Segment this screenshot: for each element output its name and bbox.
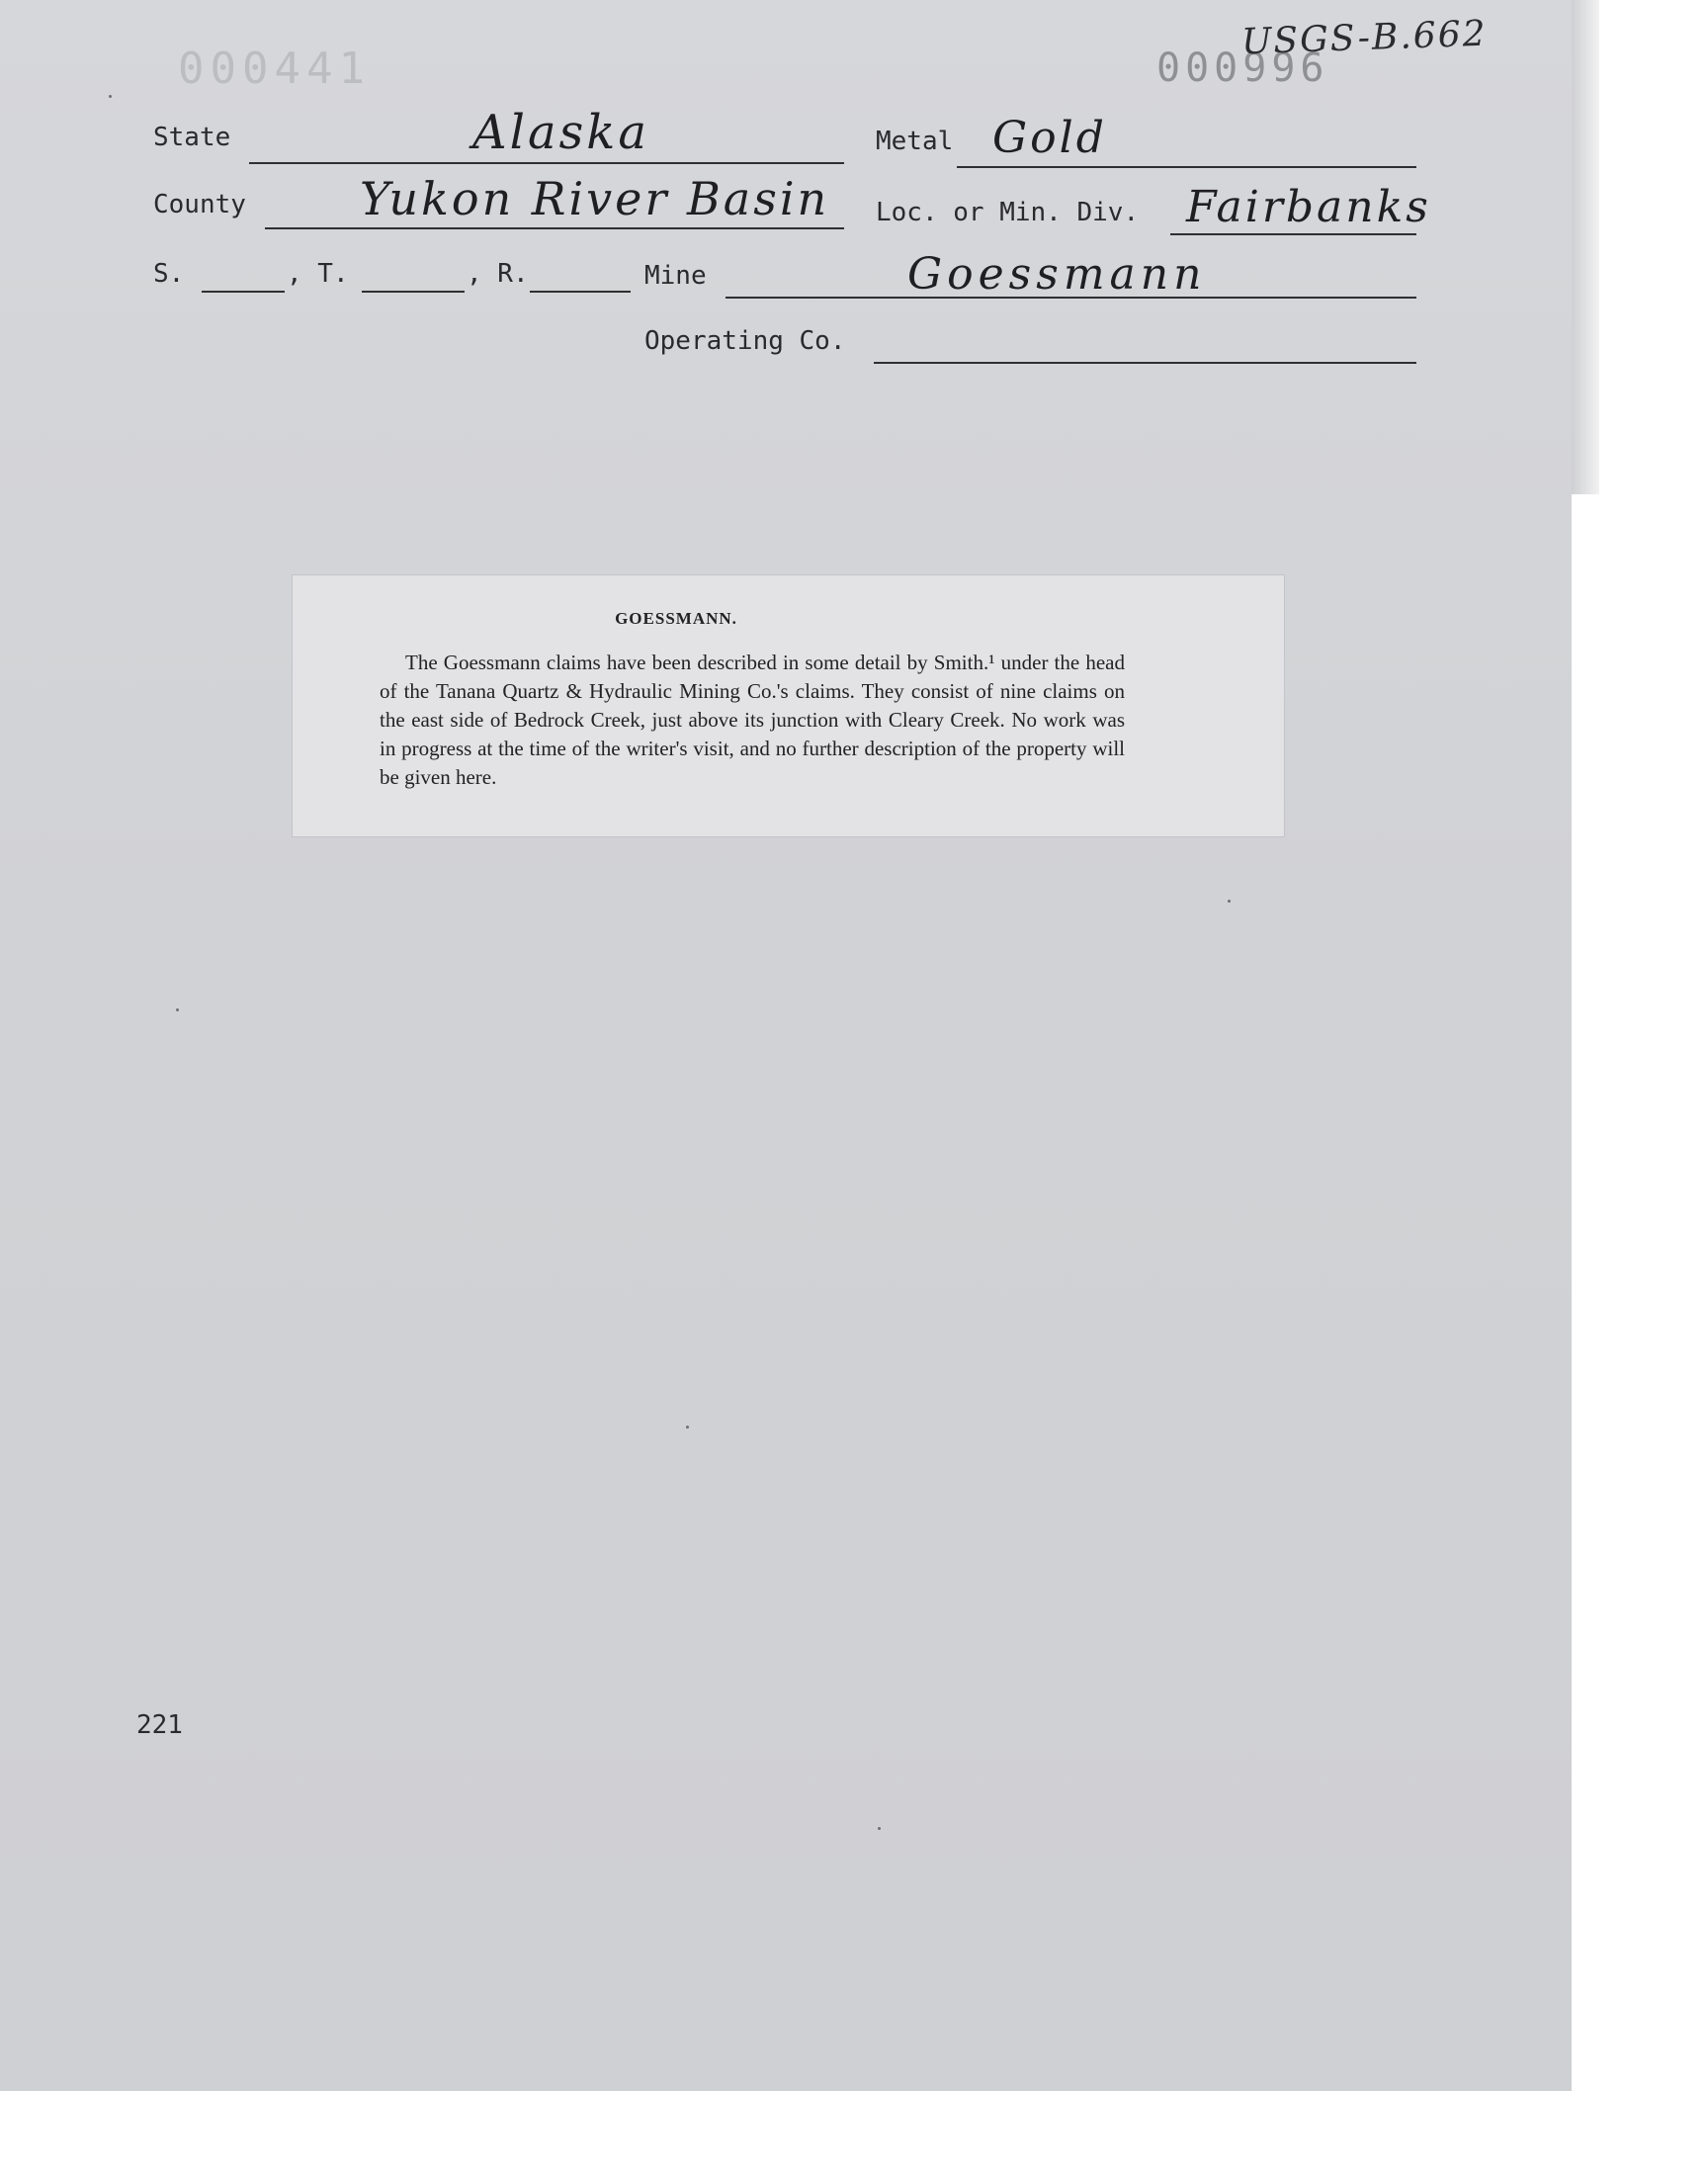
stamped-archive-number: 000996 (1156, 45, 1329, 91)
state-line (249, 162, 844, 164)
range-label: , R. (467, 259, 529, 289)
township-line (362, 291, 465, 293)
state-label: State (153, 123, 231, 152)
operating-company-label: Operating Co. (644, 326, 846, 356)
page-number: 221 (136, 1710, 183, 1740)
scan-speck (686, 1426, 689, 1429)
county-value: Yukon River Basin (360, 172, 830, 225)
metal-line (957, 166, 1416, 168)
division-label: Loc. or Min. Div. (876, 198, 1140, 227)
scan-speck (878, 1827, 881, 1830)
operating-company-line (874, 362, 1416, 364)
scan-speck (109, 95, 112, 98)
faint-archive-number: 000441 (178, 44, 371, 94)
metal-value: Gold (992, 113, 1107, 163)
pasted-text-clipping (293, 575, 1284, 836)
county-line (265, 227, 844, 229)
range-line (530, 291, 631, 293)
section-label: S. (153, 259, 185, 289)
scan-speck (176, 1008, 179, 1011)
clipping-title: GOESSMANN. (615, 609, 737, 628)
division-line (1170, 233, 1416, 235)
metal-label: Metal (876, 127, 954, 156)
township-label: , T. (287, 259, 349, 289)
clipping-body: The Goessmann claims have been described in some detail by Smith.¹ under the head of the Tanana Quartz & Hydraulic Mining Co.'s claims. They consist of nine claims on the east side of Bedrock Creek, just above its junction with Cleary Creek. No work was in progress at the time of the writer's visit, and no further description of the property will be given here. (380, 651, 1125, 789)
mine-value: Goessmann (907, 249, 1207, 300)
mine-label: Mine (644, 261, 707, 291)
scan-speck (1228, 900, 1231, 903)
division-value: Fairbanks (1186, 182, 1431, 232)
state-value: Alaska (472, 105, 649, 160)
usgs-bulletin-reference: USGS-B.662 (1240, 13, 1489, 63)
section-line (202, 291, 285, 293)
county-label: County (153, 190, 246, 219)
